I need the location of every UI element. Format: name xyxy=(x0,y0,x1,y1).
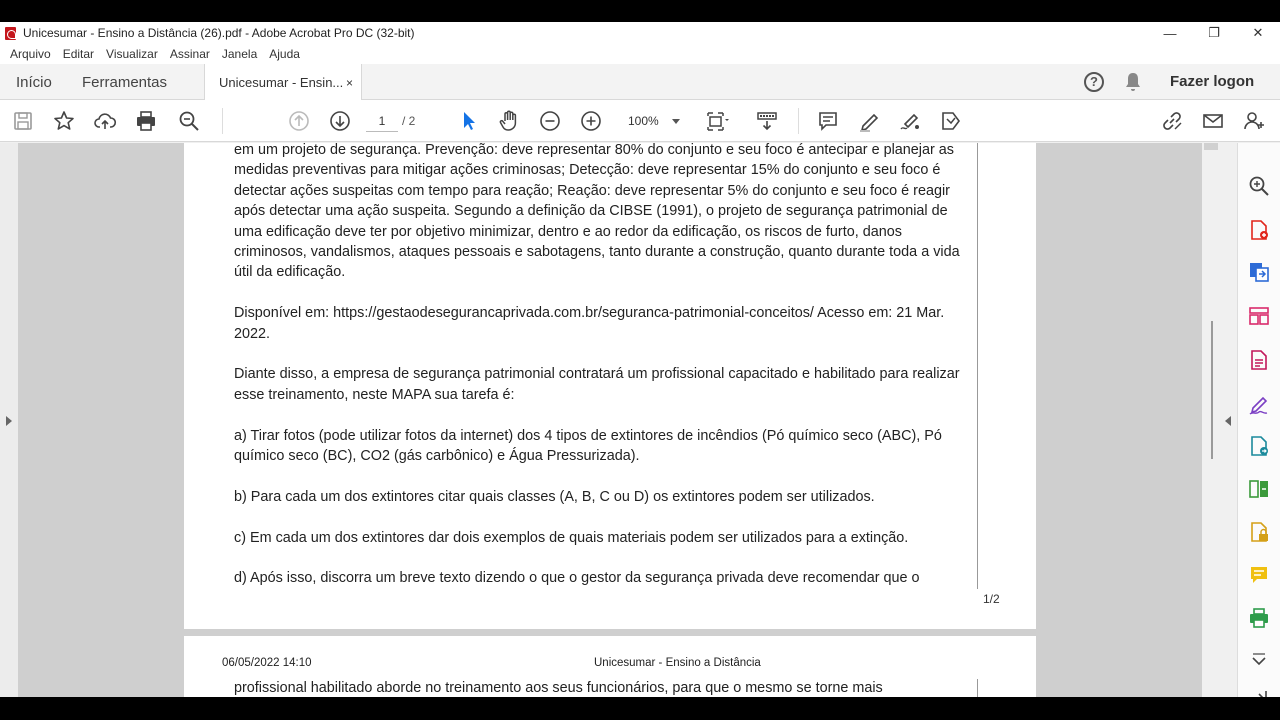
add-user-icon[interactable] xyxy=(1241,108,1267,134)
more-tools-chevron-icon[interactable] xyxy=(1247,649,1271,673)
edit-pdf-icon[interactable] xyxy=(1247,348,1271,372)
next-page-icon[interactable] xyxy=(327,108,353,134)
comment-icon[interactable] xyxy=(815,108,841,134)
tab-document-label: Unicesumar - Ensin... xyxy=(219,75,344,90)
paragraph-task: Diante disso, a empresa de segurança patrimonial contratará um profissional capacitado e habilitado para realizar esse treinamento, neste MAPA sua tarefa é: xyxy=(234,366,960,403)
print-icon[interactable] xyxy=(133,108,159,134)
menu-bar xyxy=(0,44,1280,64)
organize-pages-icon[interactable] xyxy=(1247,304,1271,328)
menu-editar[interactable]: Editar xyxy=(62,47,95,61)
toolbar-separator xyxy=(222,108,223,134)
close-window-button[interactable]: ✕ xyxy=(1252,25,1264,40)
scroll-mode-icon[interactable] xyxy=(754,108,780,134)
right-panel-toggle-strip[interactable] xyxy=(1220,143,1238,697)
tab-bar xyxy=(0,64,1280,100)
expand-right-panel-icon[interactable] xyxy=(1225,416,1231,426)
page-margin-line xyxy=(977,143,978,589)
page-2-first-line: profissional habilitado aborde no treinamento aos seus funcionários, para que o mesmo se torne mais xyxy=(234,680,883,696)
tab-close-icon[interactable]: × xyxy=(345,75,353,90)
upload-cloud-icon[interactable] xyxy=(92,108,118,134)
pdf-page-1 xyxy=(184,143,1036,629)
collapse-pane-icon[interactable] xyxy=(1247,686,1271,697)
paragraph-source: Disponível em: https://gestaodesegurancaprivada.com.br/seguranca-patrimonial-conceitos/ Acesso em: 21 Mar. 2022. xyxy=(234,305,945,342)
window-title: Unicesumar - Ensino a Distância (26).pdf - Adobe Acrobat Pro DC (32-bit) xyxy=(23,26,415,40)
scrollbar-thumb[interactable] xyxy=(1211,321,1213,459)
compare-files-icon[interactable] xyxy=(1247,477,1271,501)
document-viewport[interactable] xyxy=(18,143,1202,697)
chevron-down-icon xyxy=(672,119,680,124)
share-tag-icon[interactable] xyxy=(938,108,964,134)
page-total: / 2 xyxy=(402,114,416,128)
link-share-icon[interactable] xyxy=(1159,108,1185,134)
tab-document[interactable] xyxy=(204,64,362,101)
help-icon[interactable]: ? xyxy=(1084,72,1104,92)
hand-tool-icon[interactable] xyxy=(496,108,522,134)
zoom-level-value: 100% xyxy=(628,114,659,128)
main-toolbar xyxy=(0,100,1280,142)
email-icon[interactable] xyxy=(1200,108,1226,134)
page-margin-line xyxy=(977,679,978,697)
previous-page-icon[interactable] xyxy=(286,108,312,134)
window-controls xyxy=(1148,22,1280,44)
tab-ferramentas[interactable]: Ferramentas xyxy=(82,73,168,91)
tab-inicio[interactable]: Início xyxy=(16,73,52,91)
paragraph-item-d: d) Após isso, discorra um breve texto dizendo o que o gestor da segurança privada deve recomendar que o xyxy=(234,570,920,587)
bookmark-star-icon[interactable] xyxy=(51,108,77,134)
paragraph-item-a: a) Tirar fotos (pode utilizar fotos da internet) dos 4 tipos de extintores de incêndios (Pó químico seco (ABC), Pó químico seco (BC), CO2 (gás carbônico) e Água Pressurizada). xyxy=(234,427,942,465)
search-zoom-tool-icon[interactable] xyxy=(1247,174,1271,198)
zoom-search-icon[interactable] xyxy=(176,108,202,134)
minimize-button[interactable]: — xyxy=(1163,25,1177,41)
tools-pane xyxy=(1238,143,1280,697)
acrobat-window xyxy=(0,22,1280,697)
protect-pdf-icon[interactable] xyxy=(1247,520,1271,544)
pdf-page-2 xyxy=(184,636,1036,697)
export-pdf-icon[interactable] xyxy=(1247,260,1271,284)
left-panel-collapsed[interactable] xyxy=(0,143,18,697)
toolbar-separator xyxy=(798,108,799,134)
page-fit-icon[interactable] xyxy=(704,108,730,134)
menu-visualizar[interactable]: Visualizar xyxy=(106,47,158,61)
acrobat-pdf-icon xyxy=(5,27,16,40)
paragraph-item-b: b) Para cada um dos extintores citar quais classes (A, B, C ou D) os extintores podem ser utilizados. xyxy=(234,488,875,505)
notifications-bell-icon[interactable] xyxy=(1124,72,1142,92)
zoom-level-select[interactable] xyxy=(618,110,684,132)
menu-janela[interactable]: Janela xyxy=(221,47,258,61)
fill-sign-icon[interactable] xyxy=(1247,392,1271,416)
comment-tool-icon[interactable] xyxy=(1247,563,1271,587)
menu-ajuda[interactable]: Ajuda xyxy=(269,47,300,61)
create-pdf-icon[interactable] xyxy=(1247,218,1271,242)
page-footer-number: 1/2 xyxy=(983,592,1000,606)
vertical-scrollbar[interactable] xyxy=(1202,143,1220,697)
title-bar xyxy=(0,22,1280,44)
send-for-review-icon[interactable] xyxy=(1247,434,1271,458)
zoom-out-icon[interactable] xyxy=(537,108,563,134)
select-cursor-icon[interactable] xyxy=(455,108,481,134)
highlight-pen-icon[interactable] xyxy=(856,108,882,134)
save-icon[interactable] xyxy=(10,108,36,134)
paragraph-intro: em um projeto de segurança. Prevenção: deve representar 80% do conjunto e seu foco é antecipar e planejar as medidas preventivas para mitigar ações criminosas; Detecção: deve representar 15% do conjunto e seu foco é detectar ações suspeitas com tempo para reação; Reação: deve representar 5% do conjunto e seu foco é reagir após detectar uma ação suspeita. Segundo a definição da CIBSE (1991), o projeto de segurança patrimonial de uma edificação deve ter por objetivo minimizar, dentro e ao redor da edificação, os riscos de furto, danos criminosos, vandalismos, ataques pessoais e sabotagens, tanto durante a construção, quanto durante toda a vida útil da edificação. xyxy=(234,143,960,281)
menu-arquivo[interactable]: Arquivo xyxy=(10,47,51,61)
print-header-title: Unicesumar - Ensino a Distância xyxy=(594,657,761,669)
paragraph-item-c: c) Em cada um dos extintores dar dois exemplos de quais materiais podem ser utilizados para a extinção. xyxy=(234,529,909,546)
page-1-text xyxy=(234,143,974,609)
restore-button[interactable]: ❐ xyxy=(1208,25,1220,40)
expand-left-panel-icon[interactable] xyxy=(6,416,12,426)
page-number-input[interactable]: 1 xyxy=(366,110,398,132)
menu-assinar[interactable]: Assinar xyxy=(169,47,210,61)
sign-icon[interactable] xyxy=(897,108,923,134)
login-link[interactable]: Fazer logon xyxy=(1170,73,1255,90)
zoom-in-icon[interactable] xyxy=(578,108,604,134)
print-production-icon[interactable] xyxy=(1247,606,1271,630)
scrollbar-top-cap xyxy=(1204,143,1218,150)
print-header-date: 06/05/2022 14:10 xyxy=(222,657,312,669)
